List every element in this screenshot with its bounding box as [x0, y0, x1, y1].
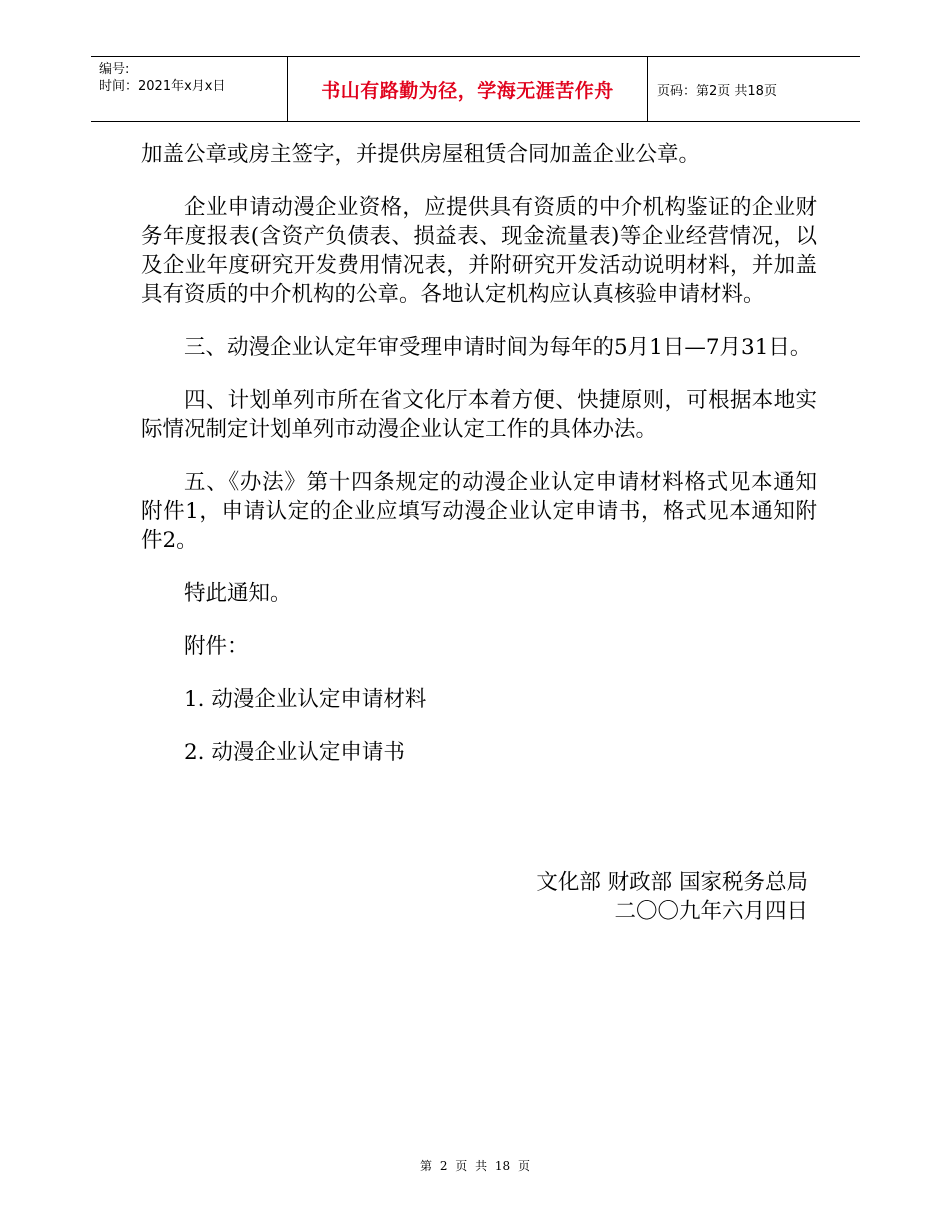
attachments-heading: 附件：	[184, 634, 249, 659]
document-body	[141, 140, 817, 791]
document-header	[91, 56, 860, 122]
header-motto: 书山有路勤为径，学海无涯苦作舟	[321, 79, 614, 102]
header-page-cell	[648, 57, 860, 121]
serial-label: 编号:	[99, 62, 130, 77]
page-footer: 第 2 页 共 18 页	[420, 1159, 530, 1173]
header-motto-cell	[287, 57, 648, 121]
signature-date: 二〇〇九年六月四日	[614, 899, 808, 924]
body-paragraph: 四、计划单列市所在省文化厅本着方便、快捷原则，可根据本地实际情况制定计划单列市动漫企业认定工作的具体办法。	[141, 388, 817, 442]
attachment-item: 2. 动漫企业认定申请书	[184, 740, 405, 765]
closing-line: 特此通知。	[184, 581, 292, 606]
body-paragraph: 五、《办法》第十四条规定的动漫企业认定申请材料格式见本通知附件1，申请认定的企业应填写动漫企业认定申请书，格式见本通知附件2。	[141, 470, 817, 553]
body-paragraph: 企业申请动漫企业资格，应提供具有资质的中介机构鉴证的企业财务年度报表(含资产负债表、损益表、现金流量表)等企业经营情况，以及企业年度研究开发费用情况表，并附研究开发活动说明材料，并加盖具有资质的中介机构的公章。各地认定机构应认真核验申请材料。	[141, 195, 817, 307]
attachment-item: 1. 动漫企业认定申请材料	[184, 687, 427, 712]
time-label: 时间：2021年x月x日	[99, 79, 226, 94]
header-page-info: 页码：第2页 共18页	[657, 83, 777, 99]
body-paragraph: 加盖公章或房主签字，并提供房屋租赁合同加盖企业公章。	[141, 142, 701, 167]
signature-issuers: 文化部 财政部 国家税务总局	[536, 870, 808, 895]
header-meta	[91, 57, 287, 121]
body-paragraph: 三、动漫企业认定年审受理申请时间为每年的5月1日—7月31日。	[184, 335, 812, 360]
